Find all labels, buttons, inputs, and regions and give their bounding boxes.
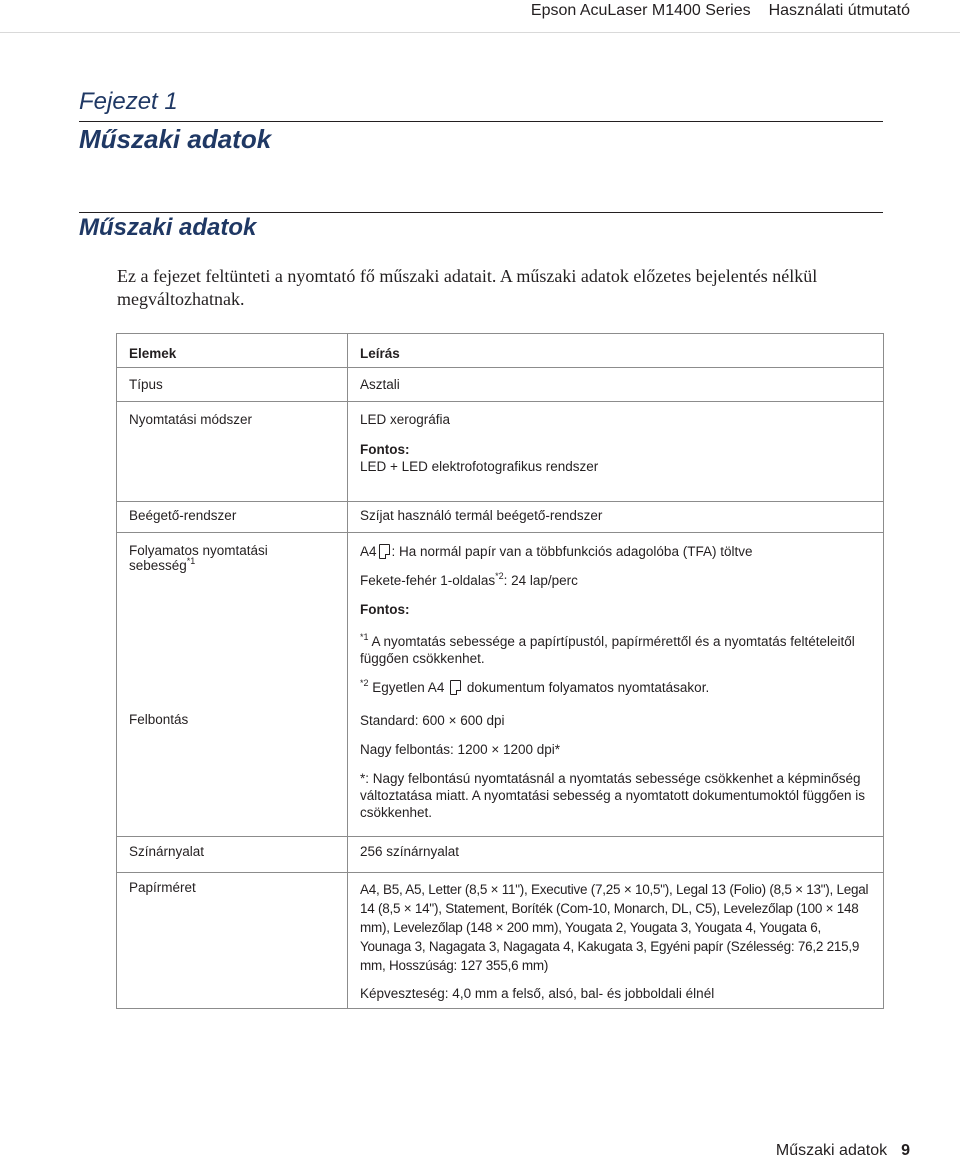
speed-label-sup: *1 [186, 556, 196, 566]
resolution-high: Nagy felbontás: 1200 × 1200 dpi* [360, 741, 561, 757]
row-label: Típus [117, 368, 348, 402]
paper-sizes: A4, B5, A5, Letter (8,5 × 11"), Executive (7,25 × 10,5"), Legal 13 (Folio) (8,5 × 13"), Legal 14 (8,5 × 14"), Statement, Boríték (Com-10, Monarch, DL, C5), Levelezőlap (100 × 148 mm), Levelezőlap (148 × 200 mm), Yougata 2, Yougata 3, Yougata 4, Yougata 6, Younaga 3, Nagagata 3, Nagagata 4, Kakugata 3, Egyéni papír (Szélesség: 76,2 215,9 mm, Hosszúság: 127 355,6 mm) [360, 882, 869, 973]
speed-label: Folyamatos nyomtatási sebesség [129, 543, 268, 573]
row-value: Szíjat használó termál beégető-rendszer [348, 502, 884, 533]
table-row-fuser [117, 502, 884, 533]
chapter-title: Műszaki adatok [79, 124, 272, 154]
page-number: 9 [901, 1142, 910, 1159]
speed-note-1-text: A nyomtatás sebessége a papírtípustól, papírmérettől és a nyomtatás feltételeitől függően csökkenhet. [360, 634, 855, 666]
row-label: Felbontás [117, 704, 348, 837]
chapter-label: Fejezet 1 [79, 88, 178, 115]
table-row-paper [117, 873, 884, 1009]
spec-table [116, 333, 884, 1009]
row-label [117, 533, 348, 704]
page-footer [776, 1142, 910, 1160]
header-items [117, 334, 348, 368]
speed-bw-text: : 24 lap/perc [503, 573, 578, 588]
row-value [348, 873, 884, 1009]
resolution-standard: Standard: 600 × 600 dpi [360, 712, 505, 728]
paper-image-loss: Képveszteség: 4,0 mm a felső, alsó, bal- és jobboldali élnél [360, 986, 715, 1001]
page-header [0, 0, 960, 33]
section-title: Műszaki adatok [79, 214, 257, 241]
portrait-page-icon [450, 680, 461, 695]
header-items-text: Elemek [129, 346, 177, 361]
speed-a4-line [360, 543, 871, 560]
method-note-title: Fontos: [360, 442, 410, 457]
row-value [348, 533, 884, 704]
header-product: Epson AcuLaser M1400 Series [530, 2, 751, 19]
table-row-grayscale [117, 837, 884, 873]
row-value: 256 színárnyalat [348, 837, 884, 873]
table-row-resolution [117, 704, 884, 837]
footer-section: Műszaki adatok [775, 1142, 888, 1159]
section-intro: Ez a fejezet feltünteti a nyomtató fő műszaki adatait. A műszaki adatok előzetes bejelentés nélkül megváltozhatnak. [117, 266, 818, 309]
speed-note-title: Fontos: [360, 602, 410, 617]
speed-bw-prefix: Fekete-fehér 1-oldalas [360, 573, 496, 588]
speed-note-1-sup: *1 [360, 632, 369, 642]
header-description [348, 334, 884, 368]
speed-note-2-b: dokumentum folyamatos nyomtatásakor. [463, 680, 710, 695]
speed-bw-sup: *2 [495, 571, 504, 581]
row-label: Színárnyalat [117, 837, 348, 873]
header-text [531, 2, 910, 20]
table-row-type [117, 368, 884, 402]
table-row-method [117, 402, 884, 502]
speed-a4-text: : Ha normál papír van a többfunkciós adagolóba (TFA) töltve [391, 544, 753, 559]
speed-note-2 [360, 679, 871, 696]
row-value [348, 704, 884, 837]
speed-bw-line [360, 572, 871, 589]
header-description-text: Leírás [360, 346, 400, 361]
speed-a4-prefix: A4 [360, 544, 377, 559]
method-value: LED xerográfia [360, 412, 451, 427]
resolution-note: *: Nagy felbontású nyomtatásnál a nyomtatás sebessége csökkenhet a képminőség változtatása miatt. A nyomtatási sebesség a nyomtatott dokumentumoktól függően is csökkenhet. [360, 770, 866, 820]
row-label: Papírméret [117, 873, 348, 1009]
row-value [348, 402, 884, 502]
chapter-rule [79, 121, 883, 122]
row-value: Asztali [348, 368, 884, 402]
row-label: Beégető-rendszer [117, 502, 348, 533]
method-note: LED + LED elektrofotografikus rendszer [360, 459, 599, 474]
table-header-row [117, 334, 884, 368]
speed-note-2-a: Egyetlen A4 [368, 680, 449, 695]
speed-note-2-sup: *2 [360, 678, 369, 688]
table-row-speed [117, 533, 884, 704]
row-label [117, 402, 348, 502]
header-guide: Használati útmutató [768, 2, 910, 19]
method-label: Nyomtatási módszer [129, 412, 253, 427]
speed-note-1 [360, 633, 871, 667]
section-rule [79, 212, 883, 213]
portrait-page-icon [379, 544, 390, 559]
